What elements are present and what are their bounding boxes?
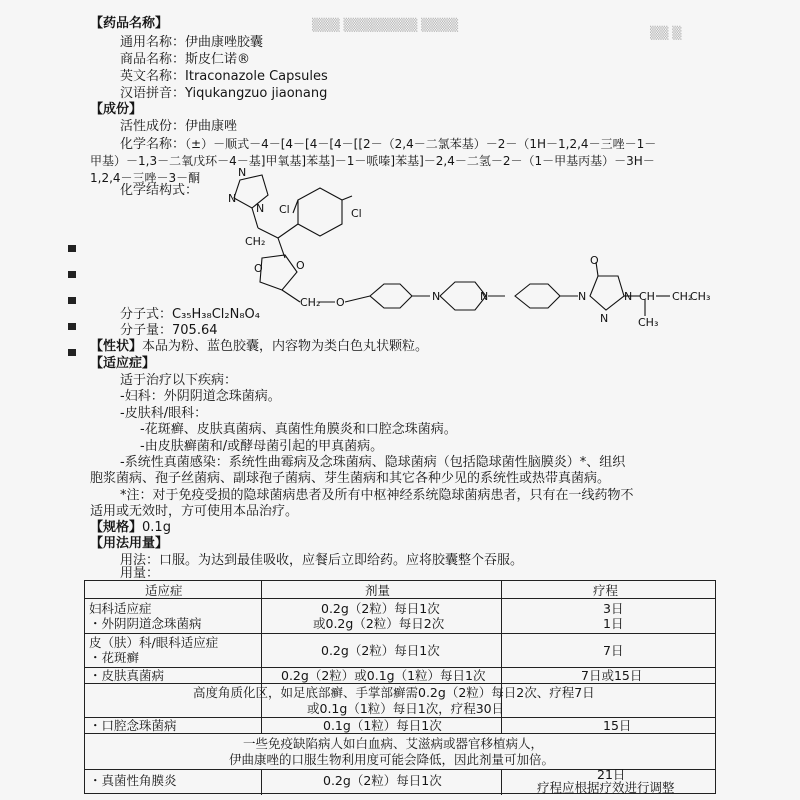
indications-line: *注：对于免疫受损的隐球菌病患者及所有中枢神经系统隐球菌病患者，只有在一线药物不: [120, 488, 634, 503]
table-cell: 0.1g（1粒）每日1次: [323, 718, 442, 733]
section-header-drug-name: 【药品名称】: [90, 16, 169, 31]
formula: C₃₅H₃₈Cl₂N₈O₄: [172, 307, 260, 322]
struct-label: N: [228, 192, 237, 205]
struct-label: N: [578, 290, 587, 303]
mw: 705.64: [172, 323, 218, 338]
chem-label: 化学名称：: [120, 137, 186, 152]
indications-line: 胞浆菌病、孢子丝菌病、副球孢子菌病、芽生菌病和其它各种少见的系统性或热带真菌病。: [90, 471, 611, 486]
dioxolane-ring: [260, 255, 297, 290]
active-label: 活性成份：: [120, 119, 186, 134]
struct-label: N: [432, 290, 441, 303]
section-header-ingredients: 【成份】: [90, 102, 143, 117]
indications-line: 适用或无效时，方可使用本品治疗。: [90, 504, 299, 519]
struct-label: N: [600, 312, 609, 325]
table-cell: 15日: [603, 718, 632, 733]
struct-label: O: [590, 254, 599, 267]
chem-name-line-1: （±）－顺式－4－[4－[4－[4－[[2－（2,4－二氯苯基）－2－（1H－1,2,4－三唑－1－: [185, 137, 657, 151]
mw-label: 分子量：: [120, 323, 173, 338]
table-divider: [85, 733, 715, 734]
struct-label: N: [256, 202, 265, 215]
section-header-appearance: 【性状】: [90, 339, 143, 354]
table-divider: [85, 683, 715, 684]
common-name: 伊曲康唑胶囊: [185, 35, 264, 50]
trade-name: 斯皮仁诺®: [185, 52, 251, 67]
table-note: 一些免疫缺陷病人如白血病、艾滋病或器官移植病人，: [243, 736, 544, 751]
struct-label: CH₂: [245, 235, 266, 248]
table-header-dose: 剂量: [365, 583, 391, 598]
structure-label: 化学结构式：: [120, 183, 199, 198]
dichlorophenyl-ring: [298, 188, 342, 236]
table-cell: ・花斑癣: [89, 650, 140, 665]
struct-label: N: [624, 290, 633, 303]
struct-label: CH₂: [672, 290, 693, 303]
table-note: 高度角质化区，如足底部癣、手掌部癣需0.2g（2粒）每日2次、疗程7日: [193, 685, 595, 700]
chem-name-line-3: 1,2,4－三唑－3－酮: [90, 171, 201, 185]
table-cell: 1日: [603, 616, 624, 631]
section-header-dosage: 【用法用量】: [90, 536, 169, 551]
table-cell: ・外阴阴道念珠菌病: [89, 616, 202, 631]
indications-line: -由皮肤癣菌和/或酵母菌引起的甲真菌病。: [140, 439, 384, 454]
pinyin: Yiqukangzuo jiaonang: [185, 86, 328, 101]
table-cell: 21日: [597, 767, 626, 782]
formula-row: [120, 307, 260, 323]
table-cell: 0.2g（2粒）每日1次: [321, 643, 440, 658]
table-cell: 0.2g（2粒）每日1次: [323, 773, 442, 788]
table-header-indication: 适应症: [145, 583, 183, 598]
indications-line: 适于治疗以下疾病：: [120, 373, 238, 388]
table-cell: 7日或15日: [581, 668, 643, 683]
table-cell: 0.2g（2粒）每日1次: [321, 601, 440, 616]
active-ingredient: 伊曲康唑: [185, 119, 238, 134]
trade-name-label: 商品名称：: [120, 52, 186, 67]
struct-label: N: [480, 290, 489, 303]
table-divider: [85, 633, 715, 634]
phenyl-ring-1: [370, 284, 412, 308]
struct-label: CH₂: [300, 296, 321, 309]
table-cell: 疗程应根据疗效进行调整: [537, 780, 675, 795]
table-note: 或0.1g（1粒）每日1次，疗程30日: [307, 701, 505, 716]
table-cell: 妇科适应症: [89, 601, 152, 616]
table-divider: [85, 598, 715, 599]
table-header-course: 疗程: [593, 583, 619, 598]
structure-svg: [0, 0, 800, 340]
indications-line: -妇科：外阴阴道念珠菌病。: [120, 389, 281, 404]
triazolone-ring: [590, 276, 624, 310]
table-divider: [501, 769, 502, 795]
table-cell: 或0.2g（2粒）每日2次: [313, 616, 445, 631]
dosage-usage-line: 用法：口服。为达到最佳吸收，应餐后立即给药。应将胶囊整个吞服。: [120, 553, 524, 568]
table-cell: ・真菌性角膜炎: [89, 773, 177, 788]
table-divider: [261, 581, 262, 733]
appearance-text: 本品为粉、蓝色胶囊，内容物为类白色丸状颗粒。: [142, 339, 429, 354]
common-name-label: 通用名称：: [120, 35, 186, 50]
table-cell: 皮（肤）科/眼科适应症: [89, 635, 219, 650]
table-cell: ・皮肤真菌病: [89, 668, 165, 683]
pinyin-label: 汉语拼音：: [120, 86, 186, 101]
indications-line: -皮肤科/眼科：: [120, 406, 208, 421]
appearance-row: [90, 339, 428, 355]
table-note: 伊曲康唑的口服生物利用度可能会降低，因此剂量可加倍。: [229, 752, 555, 767]
english-name: Itraconazole Capsules: [185, 69, 328, 84]
struct-label: CH₃: [690, 290, 711, 303]
indications-line: -系统性真菌感染：系统性曲霉病及念珠菌病、隐球菌病（包括隐球菌性脑膜炎）*、组织: [120, 455, 626, 470]
table-divider: [261, 769, 262, 795]
bleed-through-text: ▒▒▒ ▒▒▒▒▒▒▒▒ ▒▒▒▒: [312, 18, 459, 32]
bleed-through-text: ▒▒ ▒: [650, 26, 682, 40]
table-cell: 7日: [603, 643, 624, 658]
dosage-amount-label: 用量：: [120, 566, 160, 581]
struct-label: CH: [639, 290, 655, 303]
struct-label: O: [336, 296, 345, 309]
table-cell: ・口腔念珠菌病: [89, 718, 177, 733]
chemical-structure: [0, 0, 800, 340]
dosage-table: [84, 580, 716, 794]
section-header-indications: 【适应症】: [90, 356, 156, 371]
mw-row: [120, 323, 218, 339]
struct-label: N: [238, 166, 247, 179]
indications-line: -花斑癣、皮肤真菌病、真菌性角膜炎和口腔念珠菌病。: [140, 422, 457, 437]
struct-label: CH₃: [638, 316, 659, 329]
spec-row: [90, 520, 171, 536]
struct-label: O: [254, 262, 263, 275]
english-name-label: 英文名称：: [120, 69, 186, 84]
spec-text: 0.1g: [142, 520, 171, 535]
table-cell: 3日: [603, 601, 624, 616]
formula-label: 分子式：: [120, 307, 173, 322]
struct-label: Cl: [351, 207, 362, 220]
table-cell: 0.2g（2粒）或0.1g（1粒）每日1次: [281, 668, 486, 683]
chem-name-line-2: 甲基）－1,3－二氧戊环－4－基]甲氧基]苯基]－1－哌嗪]苯基]－2,4－二氢－2－（1－甲基丙基）－3H－: [90, 154, 655, 168]
struct-label: O: [296, 259, 305, 272]
phenyl-ring-2: [515, 284, 560, 308]
section-header-spec: 【规格】: [90, 520, 143, 535]
struct-label: Cl: [279, 203, 290, 216]
